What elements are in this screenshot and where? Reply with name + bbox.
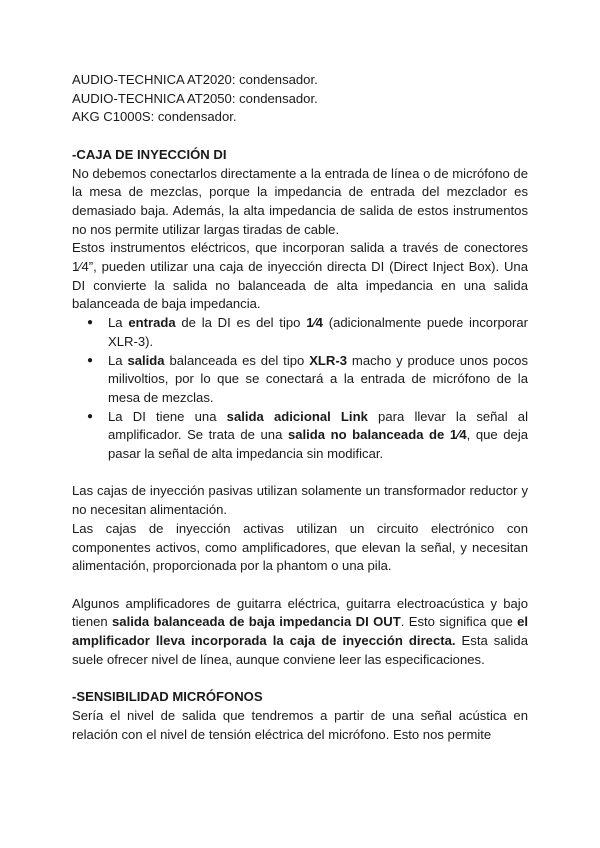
di-paragraph-2: Estos instrumentos eléctricos, que incorporan salida a través de conectores 1⁄4”, pueden utilizar una caja de inyección directa DI (Direct Inject Box). Una DI convierte la salida no balanceada de alta impedancia en una salida balanceada de baja impedancia.	[72, 240, 528, 312]
text-run: . Esto significa que	[400, 614, 518, 630]
text-run: , que deja pasar la señal de alta impedancia sin modificar.	[108, 427, 529, 462]
sensitivity-paragraph: Sería el nivel de salida que tendremos a partir de una señal acústica en relación con el nivel de tensión eléctrica del micrófono. Esto nos permite	[72, 707, 528, 742]
mic-list-item: AUDIO-TECHNICA AT2050: condensador.	[72, 90, 318, 106]
bold-run: salida adicional Link	[226, 408, 368, 424]
list-item	[72, 408, 528, 464]
spacer	[72, 464, 528, 483]
text-run: macho y produce unos pocos milivoltios, por lo que se conectará a la entrada de micrófono de la mesa de mezclas.	[108, 352, 528, 405]
text-run: La DI tiene una	[108, 408, 227, 424]
bold-run: salida balanceada de baja impedancia DI OUT	[112, 614, 401, 630]
text-run: balanceada es del tipo	[164, 352, 310, 368]
list-item	[72, 314, 528, 351]
spacer	[72, 576, 528, 595]
text-run: Algunos amplificadores de guitarra eléctrica, guitarra electroacústica y bajo tienen	[72, 595, 528, 630]
text-run: La	[108, 315, 129, 331]
sensitivity-section-heading: -SENSIBILIDAD MICRÓFONOS	[72, 689, 263, 705]
di-section-heading: -CAJA DE INYECCIÓN DI	[72, 146, 227, 162]
bold-run: entrada	[128, 315, 176, 331]
text-run: (adicionalmente puede incorporar XLR-3).	[108, 315, 529, 349]
text-run: para llevar la señal al amplificador. Se trata de una	[108, 408, 528, 443]
spacer	[72, 669, 528, 688]
text-run: La	[108, 352, 128, 368]
active-di-paragraph: Las cajas de inyección activas utilizan un circuito electrónico con componentes activos, como amplificadores, que elevan la señal, y necesitan alimentación, proporcionada por la phantom o una pila.	[72, 520, 528, 574]
bold-run: salida	[127, 352, 165, 368]
text-run: de la DI es del tipo	[175, 315, 307, 331]
document-page	[72, 71, 528, 744]
text-run: Esta salida suele ofrecer nivel de línea, aunque conviene leer las especificaciones.	[72, 633, 528, 667]
bullet-icon: ●	[87, 410, 94, 422]
bold-run: 1⁄4	[306, 315, 323, 331]
list-item	[72, 352, 528, 408]
amplifier-paragraph	[72, 595, 528, 670]
bold-run: XLR-3	[309, 352, 348, 368]
bold-run: el amplificador lleva incorporada la caja de inyección directa.	[72, 614, 528, 649]
mic-list-item: AKG C1000S: condensador.	[72, 109, 237, 125]
bold-run: salida no balanceada de 1⁄4	[287, 427, 467, 443]
passive-di-paragraph: Las cajas de inyección pasivas utilizan solamente un transformador reductor y no necesitan alimentación.	[72, 483, 528, 518]
mic-list-item: AUDIO-TECHNICA AT2020: condensador.	[72, 72, 318, 87]
bullet-icon: ●	[87, 317, 94, 329]
spacer	[72, 127, 528, 146]
bullet-icon: ●	[87, 354, 94, 366]
di-paragraph-1: No debemos conectarlos directamente a la entrada de línea o de micrófono de la mesa de mezclas, porque la impedancia de entrada del mezclador es demasiado baja. Además, la alta impedancia de salida de estos instrumentos no nos permite utilizar largas tiradas de cable.	[72, 165, 528, 237]
di-bullet-list	[72, 314, 528, 464]
